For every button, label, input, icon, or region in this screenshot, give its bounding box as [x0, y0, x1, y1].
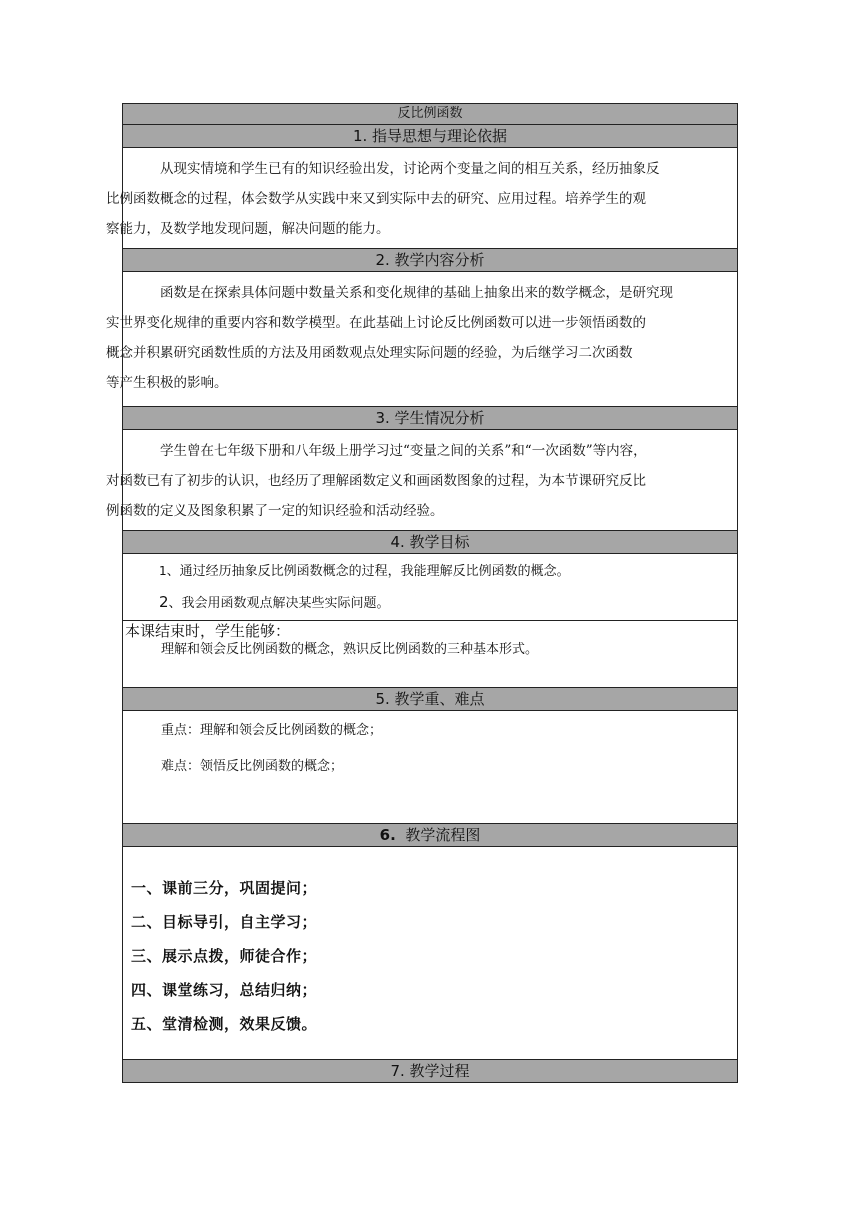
difficulty-point: 难点：领悟反比例函数的概念；	[161, 759, 344, 774]
goal-text: 、我会用函数观点解决某些实际问题。	[168, 596, 390, 611]
heading-number: 6.	[379, 826, 396, 844]
section-4-heading: 4. 教学目标	[123, 531, 738, 554]
paragraph	[106, 148, 737, 244]
outcome-lead: 本课结束时，学生能够：	[125, 622, 291, 640]
text-line: 比例函数概念的过程，体会数学从实践中来又到实际中去的研究、应用过程。培养学生的观	[106, 191, 646, 207]
flow-step: 四、课堂练习，总结归纳；	[131, 981, 318, 999]
goal-number: 2	[159, 593, 169, 611]
flow-step: 一、课前三分，巩固提问；	[131, 879, 318, 897]
lesson-plan-page	[106, 103, 738, 1083]
section-3-heading: 3. 学生情况分析	[123, 407, 738, 430]
goal-item	[123, 581, 737, 613]
document-title: 反比例函数	[123, 104, 738, 125]
section-4-outcomes	[123, 621, 738, 688]
text-line: 从现实情境和学生已有的知识经验出发，讨论两个变量之间的相互关系，经历抽象反	[160, 161, 660, 177]
section-4-goals	[123, 554, 738, 621]
section-7-heading: 7. 教学过程	[123, 1060, 738, 1083]
text-line: 函数是在探索具体问题中数量关系和变化规律的基础上抽象出来的数学概念，是研究现	[160, 285, 673, 301]
text-line: 对函数已有了初步的认识，也经历了理解函数定义和画函数图象的过程，为本节课研究反比	[106, 473, 646, 489]
lesson-plan-table	[106, 103, 738, 1083]
text-line: 学生曾在七年级下册和八年级上册学习过“变量之间的关系”和“一次函数”等内容，	[160, 443, 647, 459]
goal-text: 、通过经历抽象反比例函数概念的过程，我能理解反比例函数的概念。	[166, 564, 570, 579]
section-6-flowchart	[123, 847, 738, 1060]
section-2-heading: 2. 教学内容分析	[123, 249, 738, 272]
section-1-heading: 1. 指导思想与理论依据	[123, 125, 738, 148]
flow-steps	[123, 847, 737, 1041]
section-2-body	[106, 272, 738, 407]
flow-step: 二、目标导引，自主学习；	[131, 913, 318, 931]
paragraph	[106, 272, 737, 398]
section-6-heading	[123, 824, 738, 847]
text-line: 概念并积累研究函数性质的方法及用函数观点处理实际问题的经验，为后继学习二次函数	[106, 345, 633, 361]
goal-item	[123, 554, 737, 581]
text-line: 例函数的定义及图象积累了一定的知识经验和活动经验。	[106, 503, 444, 519]
key-point: 重点：理解和领会反比例函数的概念；	[161, 723, 383, 738]
section-5-heading: 5. 教学重、难点	[123, 688, 738, 711]
text-line: 实世界变化规律的重要内容和数学模型。在此基础上讨论反比例函数可以进一步领悟函数的	[106, 315, 646, 331]
text-line: 察能力，及数学地发现问题，解决问题的能力。	[106, 221, 390, 237]
outcome-text: 理解和领会反比例函数的概念，熟识反比例函数的三种基本形式。	[161, 642, 539, 657]
flow-step: 三、展示点拨，师徒合作；	[131, 947, 318, 965]
section-1-body	[106, 148, 738, 249]
flow-step: 五、堂清检测，效果反馈。	[131, 1015, 318, 1033]
section-3-body	[106, 430, 738, 531]
goal-number: 1	[159, 564, 167, 578]
text-line: 等产生积极的影响。	[106, 375, 228, 391]
section-5-body	[123, 711, 738, 824]
heading-text: 教学流程图	[405, 826, 481, 844]
paragraph	[106, 430, 737, 526]
